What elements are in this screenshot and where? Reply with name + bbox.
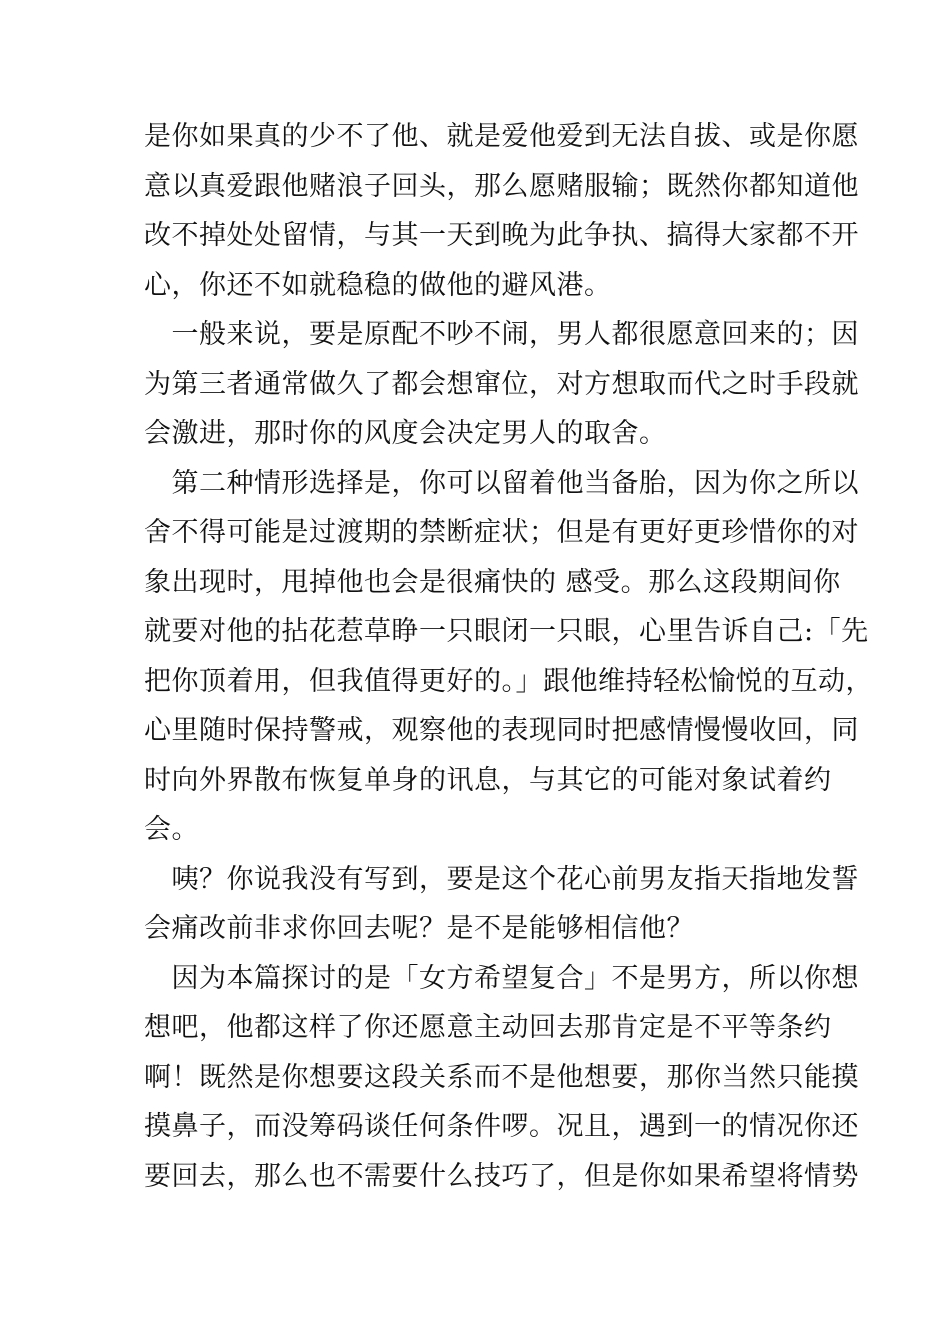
text-line: 想吧，他都这样了你还愿意主动回去那肯定是不平等条约 [144, 1012, 832, 1043]
paragraph [144, 112, 859, 310]
text-line: 因为本篇探讨的是「女方希望复合」不是男方，所以你想 [144, 962, 859, 994]
paragraph [144, 459, 873, 855]
text-line: 改不掉处处留情，与其一天到晚为此争执、搞得大家都不开 [144, 220, 859, 251]
text-line: 会。 [144, 814, 199, 845]
text-line: 为第三者通常做久了都会想窜位，对方想取而代之时手段就 [144, 368, 859, 400]
text-line: 心，你还不如就稳稳的做他的避风港。 [144, 269, 612, 301]
text-line: 第二种情形选择是，你可以留着他当备胎，因为你之所以 [144, 467, 859, 499]
text-line: 心里随时保持警戒，观察他的表现同时把感情慢慢收回，同 [144, 715, 859, 746]
text-line: 是你如果真的少不了他、就是爱他爱到无法自拔、或是你愿 [144, 121, 859, 152]
text-line: 摸鼻子，而没筹码谈任何条件啰。况且，遇到一的情况你还 [144, 1111, 859, 1142]
paragraph [144, 310, 859, 459]
text-line: 一般来说，要是原配不吵不闹，男人都很愿意回来的；因 [144, 319, 859, 350]
text-line: 把你顶着用，但我值得更好的。」跟他维持轻松愉悦的互动， [144, 665, 873, 697]
text-line: 会痛改前非求你回去呢？是不是能够相信他？ [144, 913, 694, 944]
body-text [144, 112, 873, 1201]
text-line: 象出现时，甩掉他也会是很痛快的 感受。那么这段期间你 [144, 566, 841, 598]
paragraph [144, 954, 859, 1202]
text-line: 意以真爱跟他赌浪子回头，那么愿赌服输；既然你都知道他 [144, 170, 859, 202]
text-line: 咦？你说我没有写到，要是这个花心前男友指天指地发誓 [144, 863, 859, 895]
text-line: 时向外界散布恢复单身的讯息，与其它的可能对象试着约 [144, 764, 832, 796]
text-line: 会激进，那时你的风度会决定男人的取舍。 [144, 418, 667, 449]
paragraph [144, 855, 859, 954]
text-line: 啊！既然是你想要这段关系而不是他想要，那你当然只能摸 [144, 1061, 859, 1093]
text-line: 舍不得可能是过渡期的禁断症状；但是有更好更珍惜你的对 [144, 517, 859, 548]
text-line: 要回去，那么也不需要什么技巧了，但是你如果希望将情势 [144, 1160, 859, 1192]
text-line: 就要对他的拈花惹草睁一只眼闭一只眼，心里告诉自己:「先 [144, 616, 869, 647]
